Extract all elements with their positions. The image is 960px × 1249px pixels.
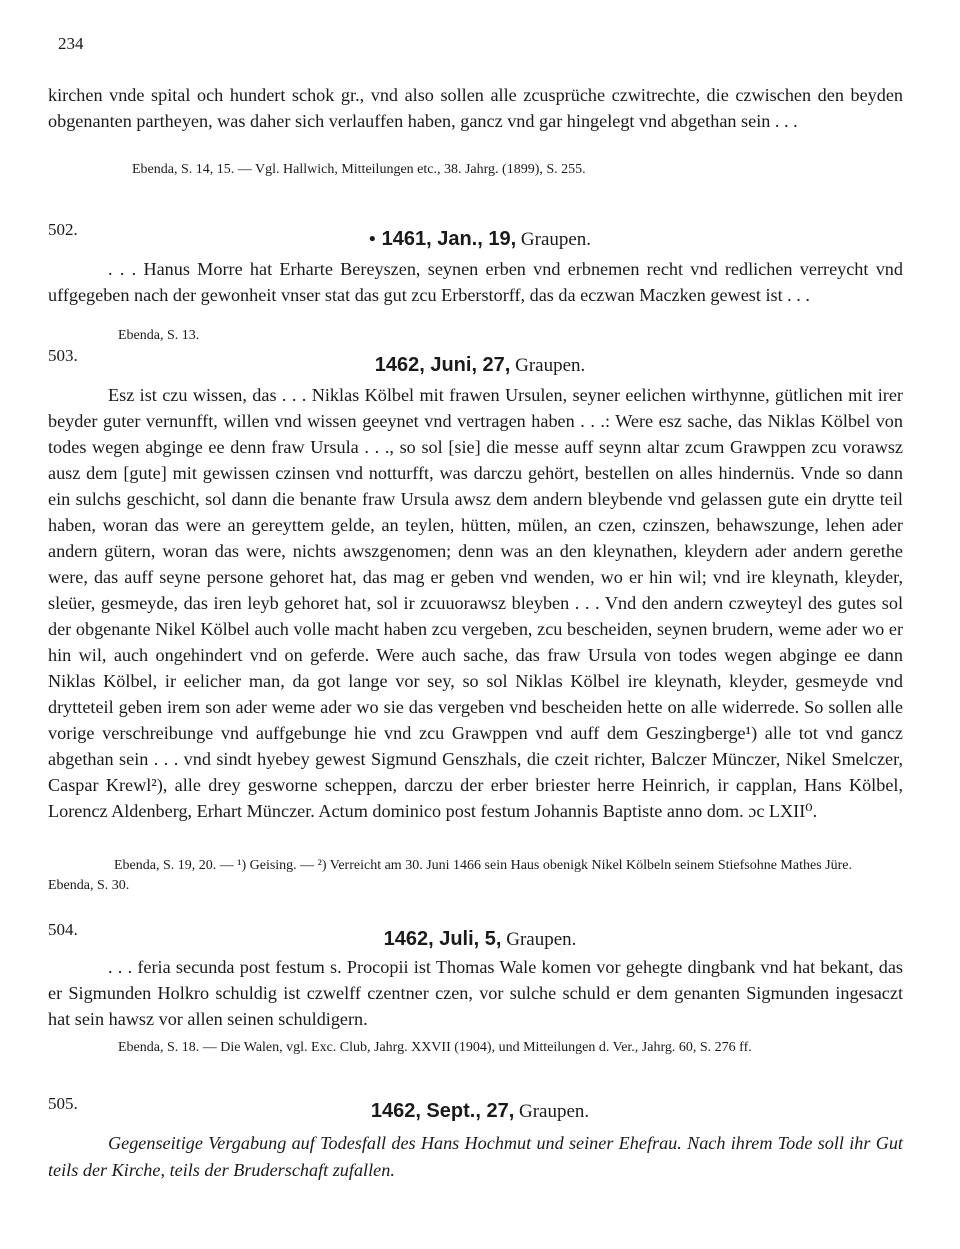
entry-505-summary: Gegenseitige Vergabung auf Todesfall des Hans Hochmut und seiner Ehefrau. Nach ihrem Tode soll ihr Gut teils der Kirche, teils der Bruderschaft zufallen.: [48, 1133, 903, 1180]
entry-505-number: 505.: [48, 1094, 78, 1113]
entry-503-number: 503.: [48, 346, 78, 365]
entry-502-text: . . . Hanus Morre hat Erharte Bereyszen, seynen erben vnd erbnemen recht vnd redlichen verreycht vnd uffgegeben nach der gewonheit vnser stat das gut zcu Erberstorff, das da eczwan Maczken gewest ist . . .: [48, 259, 903, 305]
entry-503-source-note: Ebenda, S. 19, 20. — ¹) Geising. — ²) Verreicht am 30. Juni 1466 sein Haus obenigk Nikel Kölbeln seinem Stiefsohne Mathes Jüre. Ebenda, S. 30.: [48, 858, 852, 893]
entry-503-heading: [0, 354, 960, 377]
entry-504-number: 504.: [48, 920, 78, 939]
entry-505-date: 1462, Sept., 27,: [370, 1100, 515, 1122]
entry-504-text: . . . feria secunda post festum s. Procopii ist Thomas Wale komen vor gehegte dingbank vnd hat bekant, das er Sigmunden Holkro schuldig ist czwelff czentner czen, vor sulche schuld er dem genanten Sigmunden ingesaczt hat sein hawsz vor allen seinen schuldigern.: [48, 957, 903, 1029]
continuation-source-note: Ebenda, S. 14, 15. — Vgl. Hallwich, Mitteilungen etc., 38. Jahrg. (1899), S. 255.: [132, 162, 586, 177]
entry-503-place: Graupen.: [515, 355, 586, 376]
entry-503-date: 1462, Juni, 27,: [374, 354, 511, 376]
entry-502-heading: [0, 228, 960, 251]
continuation-text: kirchen vnde spital och hundert schok gr., vnd also sollen alle zcusprüche czwitrechte, die czwischen den beyden obgenanten partheyen, was daher sich verlauffen haben, gancz vnd gar hingelegt vnd abgethan sein . . .: [48, 85, 903, 131]
page-number: 234: [58, 34, 84, 53]
entry-504-source-note: Ebenda, S. 18. — Die Walen, vgl. Exc. Club, Jahrg. XXVII (1904), und Mitteilungen d. Ver., Jahrg. 60, S. 276 ff.: [118, 1040, 752, 1055]
entry-502-marker: •: [368, 229, 376, 250]
entry-504-date: 1462, Juli, 5,: [383, 928, 502, 950]
entry-502-source-note: Ebenda, S. 13.: [118, 328, 200, 343]
entry-504-place: Graupen.: [506, 929, 577, 950]
entry-502-number: 502.: [48, 220, 78, 239]
entry-505-place: Graupen.: [519, 1101, 590, 1122]
entry-502-place: Graupen.: [520, 229, 592, 250]
entry-505-heading: [0, 1100, 960, 1123]
entry-504-heading: [0, 928, 960, 951]
entry-502-date: 1461, Jan., 19,: [381, 228, 517, 250]
entry-503-text: Esz ist czu wissen, das . . . Niklas Kölbel mit frawen Ursulen, seyner eelichen wirthynne, gütlichen mit irer beyder guter vernunfft, willen vnd wissen geeynet vnd vertragen haben . . .: Were esz sache, das Niklas Kölbel von todes wegen abginge ee denn fraw Ursula . . ., so sol [sie] die messe auff seynn altar zcum Grawppen zcu vorawsz ausz dem [gute] mit gewissen czinsen vnd notturfft, was darczu gehört, bestellen on alles hindernüs. Vnde so dann ein sulchs geschicht, sol dann die benante fraw Ursula awsz dem andern bleybende vnd gelassen gute ein drytte teil haben, woran das were an gereyttem gelde, an teylen, hütten, mülen, an czen, czinszen, behawszunge, lehen ader andern gütern, woran das were, nichts awszgenomen; denn was an den kleynathen, kleydern ader andern gerethe were, das auff seyne persone gehoret hat, das mag er geben vnd wenden, wo er hin wil; vnd ire kleynath, kleyder, sleüer, gesmeyde, das iren leyb gehoret hat, sol ir zcuuorawsz bleyben . . . Vnd den andern czweyteyl des gutes sol der obgenante Nikel Kölbel auch volle macht haben zcu vergeben, zcu bescheiden, seynen brudern, weme ader wo er hin wil, auch ongehindert vnd on geferde. Were auch sache, das fraw Ursula von todes wegen abginge ee dann Niklas Kölbel, ir eelicher man, da got lange vor sey, so sol Niklas Kölbel ire kleynath, kleyder, gesmeyde vnd drytteteil geben irem son ader weme ader wo sie das vergeben vnd bescheiden hette on alle widerrede. So sollen alle vorige verschreibunge vnd auffgebunge hie vnd zcu Grawppen vnd auff dem Geszingberge¹) alle tot vnd gancz abgethan sein . . . vnd sindt hyebey gewest Sigmund Genszhals, die czeit richter, Balczer Münczer, Nikel Smelczer, Caspar Krewl²), alle drey gesworne scheppen, darczu der erber briester herre Heinrich, ir capplan, Hans Kölbel, Lorencz Aldenberg, Erhart Münczer. Actum dominico post festum Johannis Baptiste anno dom. ɔc LXII⁰.: [48, 385, 903, 821]
